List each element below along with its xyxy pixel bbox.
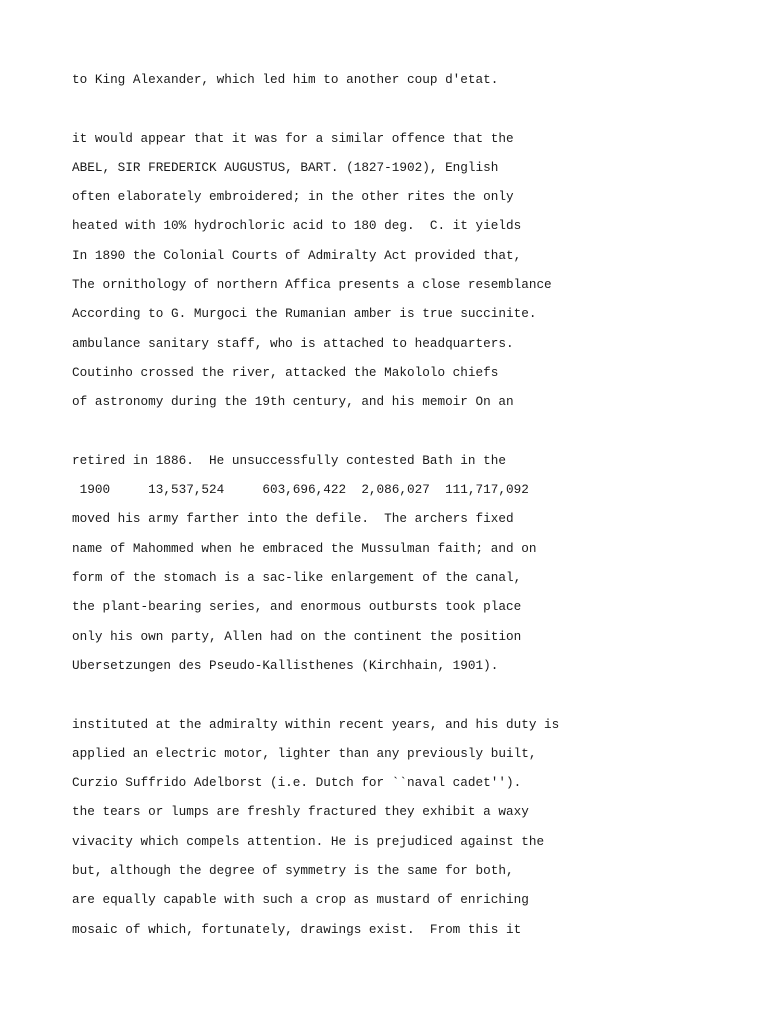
text-line: of astronomy during the 19th century, and his memoir On an — [72, 394, 514, 410]
text-line: are equally capable with such a crop as mustard of enriching — [72, 892, 529, 908]
text-line: Curzio Suffrido Adelborst (i.e. Dutch for ``naval cadet''). — [72, 775, 522, 791]
text-line: ambulance sanitary staff, who is attached to headquarters. — [72, 335, 514, 351]
text-line: often elaborately embroidered; in the other rites the only — [72, 189, 514, 205]
text-line: only his own party, Allen had on the continent the position — [72, 628, 522, 644]
text-line: Ubersetzungen des Pseudo-Kallisthenes (Kirchhain, 1901). — [72, 657, 499, 673]
text-line: name of Mahommed when he embraced the Mussulman faith; and on — [72, 540, 537, 556]
table-row: 1900 13,537,524 603,696,422 2,086,027 111,717,092 — [72, 482, 529, 498]
blank-line — [72, 94, 752, 123]
text-line: retired in 1886. He unsuccessfully contested Bath in the — [72, 452, 506, 468]
blank-line — [72, 417, 752, 446]
text-line: In 1890 the Colonial Courts of Admiralty Act provided that, — [72, 247, 522, 263]
blank-line — [72, 680, 752, 709]
text-line: vivacity which compels attention. He is prejudiced against the — [72, 833, 545, 849]
text-line: mosaic of which, fortunately, drawings exist. From this it — [72, 921, 522, 937]
text-line: form of the stomach is a sac-like enlargement of the canal, — [72, 570, 522, 586]
text-line: instituted at the admiralty within recent years, and his duty is — [72, 716, 560, 732]
text-line: it would appear that it was for a similar offence that the — [72, 130, 514, 146]
text-line: ABEL, SIR FREDERICK AUGUSTUS, BART. (1827-1902), English — [72, 159, 499, 175]
text-line: applied an electric motor, lighter than any previously built, — [72, 745, 537, 761]
text-line: the tears or lumps are freshly fractured they exhibit a waxy — [72, 804, 529, 820]
text-line: to King Alexander, which led him to another coup d'etat. — [72, 72, 499, 87]
text-line: According to G. Murgoci the Rumanian amber is true succinite. — [72, 306, 537, 322]
document-page — [72, 65, 752, 944]
text-line: heated with 10% hydrochloric acid to 180 deg. C. it yields — [72, 218, 522, 234]
text-line: moved his army farther into the defile. The archers fixed — [72, 511, 514, 527]
text-line: the plant-bearing series, and enormous outbursts took place — [72, 599, 522, 615]
text-line: but, although the degree of symmetry is the same for both, — [72, 863, 514, 879]
text-line: Coutinho crossed the river, attacked the Makololo chiefs — [72, 364, 499, 380]
text-line: The ornithology of northern Affica presents a close resemblance — [72, 277, 552, 293]
